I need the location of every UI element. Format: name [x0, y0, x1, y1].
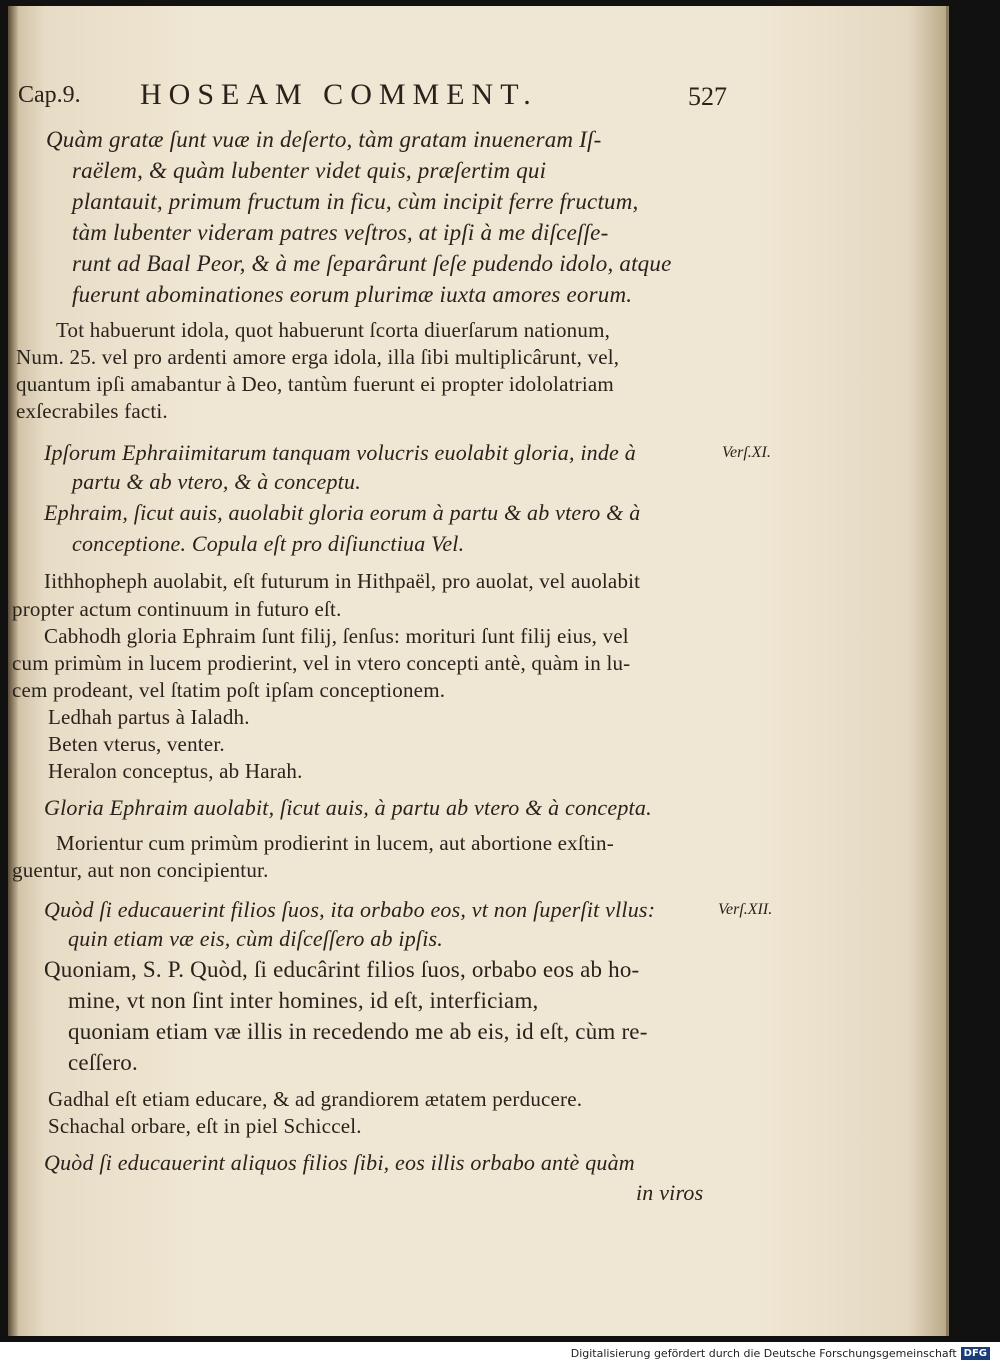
text-line: Quoniam, S. P. Quòd, ſi educârint filios ſuos, orbabo eos ab ho-	[44, 957, 640, 982]
footer-text: Digitalisierung gefördert durch die Deutsche Forschungsgemeinschaft	[570, 1346, 957, 1360]
text-line: cum primùm in lucem prodierint, vel in vtero concepti antè, quàm in lu-	[12, 651, 631, 675]
text-line: Tot habuerunt idola, quot habuerunt ſcorta diuerſarum nationum,	[56, 318, 611, 342]
footer-credit	[571, 1344, 990, 1362]
text-line: quin etiam væ eis, cùm diſceſſero ab ipſis.	[68, 926, 444, 951]
text-line: quoniam etiam væ illis in recedendo me ab eis, id eſt, cùm re-	[68, 1019, 648, 1044]
text-line: tàm lubenter videram patres veſtros, at ipſi à me diſceſſe-	[72, 220, 609, 245]
text-line: Gadhal eſt etiam educare, & ad grandiorem ætatem perducere.	[48, 1087, 583, 1111]
text-line: Ledhah partus à Ialadh.	[48, 705, 250, 729]
text-line: cem prodeant, vel ſtatim poſt ipſam conceptionem.	[12, 678, 446, 702]
text-line: quantum ipſi amabantur à Deo, tantùm fuerunt ei propter idololatriam	[16, 372, 614, 396]
text-line: exſecrabiles facti.	[16, 399, 168, 423]
text-line: conceptione. Copula eſt pro diſiunctiua Vel.	[72, 531, 465, 556]
text-line: Iithhopheph auolabit, eſt futurum in Hithpaël, pro auolat, vel auolabit	[44, 569, 641, 593]
text-line: Schachal orbare, eſt in piel Schiccel.	[48, 1114, 362, 1138]
text-line: Ephraim, ſicut auis, auolabit gloria eorum à partu & ab vtero & à	[44, 500, 641, 525]
text-line: Quòd ſi educauerint filios ſuos, ita orbabo eos, vt non ſuperſit vllus:	[44, 897, 656, 922]
text-line: Beten vterus, venter.	[48, 732, 225, 756]
dfg-logo: DFG	[961, 1347, 990, 1360]
page-number: 527	[688, 82, 727, 111]
text-line: fuerunt abominationes eorum plurimæ iuxta amores eorum.	[72, 282, 633, 307]
text-line: mine, vt non ſint inter homines, id eſt, interficiam,	[68, 988, 539, 1013]
text-line: runt ad Baal Peor, & à me ſeparârunt ſeſe pudendo idolo, atque	[72, 251, 672, 276]
text-line: propter actum continuum in futuro eſt.	[12, 597, 342, 621]
text-line: Quàm gratæ ſunt vuæ in deſerto, tàm gratam inueneram Iſ-	[46, 127, 602, 152]
text-line: Morientur cum primùm prodierint in lucem, aut abortione exſtin-	[56, 831, 614, 855]
text-line: Heralon conceptus, ab Harah.	[48, 759, 303, 783]
text-line: Gloria Ephraim auolabit, ſicut auis, à partu ab vtero & à concepta.	[44, 795, 652, 820]
margin-note-verse-12: Verſ.XII.	[718, 901, 773, 918]
text-line: guentur, aut non concipientur.	[12, 858, 269, 882]
chapter-label: Cap.9.	[18, 82, 81, 108]
text-line: Num. 25. vel pro ardenti amore erga idola, illa ſibi multiplicârunt, vel,	[16, 345, 620, 369]
running-title: HOSEAM COMMENT.	[140, 78, 538, 111]
catchword: in viros	[636, 1180, 704, 1205]
margin-note-verse-11: Verſ.XI.	[722, 444, 771, 461]
text-line: raëlem, & quàm lubenter videt quis, præſertim qui	[72, 158, 547, 183]
text-line: Quòd ſi educauerint aliquos filios ſibi, eos illis orbabo antè quàm	[44, 1150, 635, 1175]
text-line: partu & ab vtero, & à conceptu.	[72, 469, 361, 494]
text-line: plantauit, primum fructum in ficu, cùm incipit ferre fructum,	[72, 189, 639, 214]
text-line: Ipſorum Ephraiimitarum tanquam volucris euolabit gloria, inde à	[44, 440, 636, 465]
text-line: Cabhodh gloria Ephraim ſunt filij, ſenſus: morituri ſunt filij eius, vel	[44, 624, 629, 648]
text-line: ceſſero.	[68, 1050, 138, 1075]
